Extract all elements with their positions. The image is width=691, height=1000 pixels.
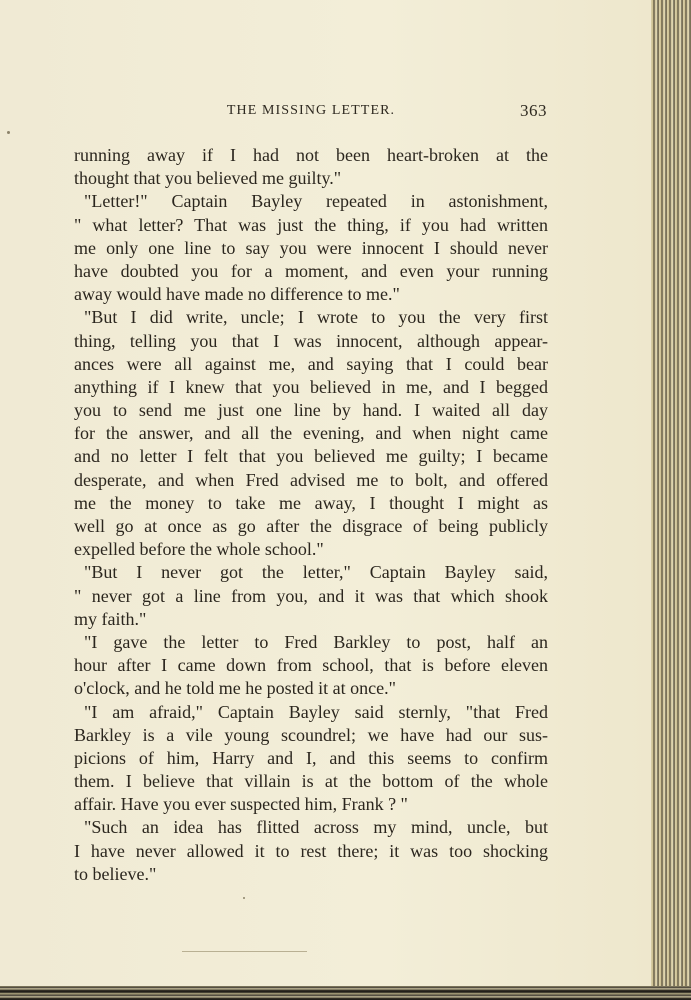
text-line: to believe."	[74, 863, 157, 884]
page-number: 363	[520, 101, 547, 120]
text-line: away would have made no difference to me."	[74, 284, 400, 305]
text-line: I have never allowed it to rest there; it was too shocking	[74, 840, 548, 861]
text-line: running away if I had not been heart-broken at the	[74, 145, 548, 165]
text-line: anything if I knew that you believed in me, and I begged	[74, 376, 548, 397]
text-line: my faith."	[74, 608, 147, 629]
text-line: " what letter? That was just the thing, if you had written	[74, 214, 548, 235]
text-line: picions of him, Harry and I, and this seems to confirm	[74, 747, 548, 768]
text-line: me the money to take me away, I thought I might as	[74, 492, 548, 513]
text-line: for the answer, and all the evening, and when night came	[74, 423, 548, 444]
ink-speck	[243, 897, 245, 899]
ink-speck	[7, 131, 10, 134]
text-line: "Letter!" Captain Bayley repeated in astonishment,	[84, 191, 548, 212]
text-line: ances were all against me, and saying that I could bear	[74, 353, 548, 374]
text-line: well go at once as go after the disgrace of being publicly	[74, 516, 548, 536]
text-line: Barkley is a vile young scoundrel; we have had our sus-	[74, 724, 548, 745]
running-title: THE MISSING LETTER.	[226, 103, 396, 118]
page-edges-bottom	[0, 986, 691, 1000]
page-edges-right	[651, 0, 691, 1000]
running-head	[75, 103, 547, 125]
text-line: thought that you believed me guilty."	[74, 168, 342, 189]
text-line: me only one line to say you were innocent I should never	[74, 237, 548, 258]
text-line: have doubted you for a moment, and even your running	[74, 260, 548, 281]
bottom-rule	[182, 951, 307, 952]
text-line: hour after I came down from school, that is before eleven	[74, 655, 548, 676]
text-line: desperate, and when Fred advised me to bolt, and offered	[74, 469, 548, 490]
text-line: "But I did write, uncle; I wrote to you the very first	[84, 307, 548, 328]
text-line: o'clock, and he told me he posted it at once."	[74, 678, 396, 699]
text-line: "I gave the letter to Fred Barkley to post, half an	[84, 631, 548, 652]
text-line: expelled before the whole school."	[74, 539, 324, 560]
text-line: "I am afraid," Captain Bayley said sternly, "that Fred	[84, 701, 548, 722]
text-line: you to send me just one line by hand. I waited all day	[74, 400, 548, 421]
body-text	[74, 144, 548, 886]
text-line: " never got a line from you, and it was that which shook	[74, 585, 548, 606]
text-line: thing, telling you that I was innocent, although appear-	[74, 330, 548, 351]
text-line: "But I never got the letter," Captain Bayley said,	[84, 562, 548, 583]
text-line: and no letter I felt that you believed me guilty; I became	[74, 446, 548, 467]
text-line: "Such an idea has flitted across my mind, uncle, but	[84, 817, 548, 838]
text-line: them. I believe that villain is at the bottom of the whole	[74, 771, 548, 792]
text-line: affair. Have you ever suspected him, Frank ? "	[74, 794, 408, 815]
